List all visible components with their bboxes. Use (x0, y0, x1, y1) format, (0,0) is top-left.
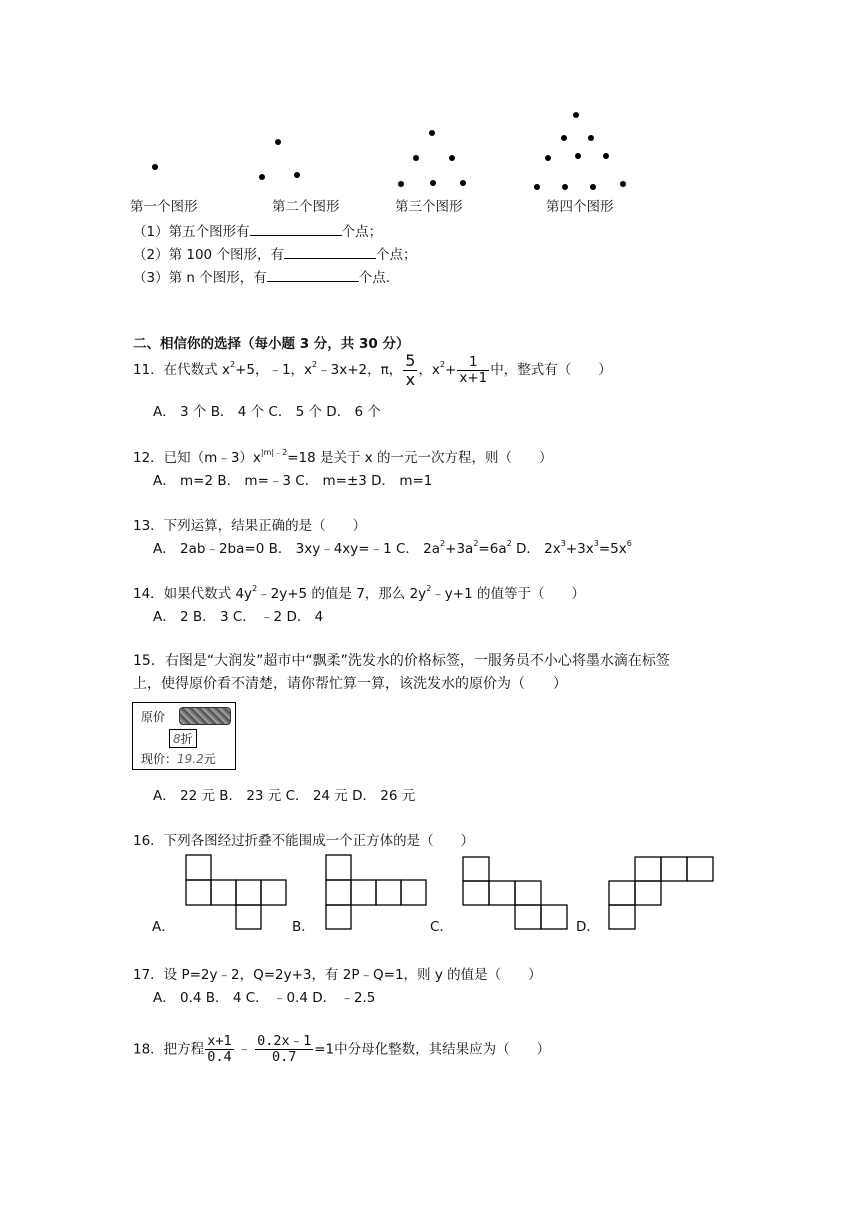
section-title: 二、相信你的选择（每小题 3 分，共 30 分） (133, 336, 410, 352)
dot (275, 139, 281, 145)
fraction: $\frac{1}{x+1}$ (459, 353, 488, 386)
question-17-options: A． 0.4 B． 4 C． ﹣0.4 D． ﹣2.5 (153, 990, 376, 1006)
fraction: $\frac{x+1}{0.4}$ (207, 1033, 232, 1065)
tag-current-price: 现价：19.2元 (141, 752, 216, 766)
dot (590, 184, 596, 190)
net-label-b: B． (292, 919, 315, 935)
price-tag (132, 702, 236, 770)
dot (460, 180, 466, 186)
figure-label-1: 第一个图形 (130, 199, 198, 215)
question-14: 14．如果代数式 $4y^2﹣2y+5$ 的值是 7，那么 $2y^2﹣y+1$ 的值等于（ ） (133, 584, 585, 602)
dot (413, 155, 419, 161)
question-18: 18．把方程 $\frac{x+1}{0.4}$ ﹣ $\frac{0.2x﹣1}{0.7}$ =1中分母化整数，其结果应为（ ） (133, 1033, 551, 1065)
dot (603, 153, 609, 159)
cube-net-c (462, 856, 570, 930)
question-11: 11．在代数式 $x^2+5$，﹣1，$x^2﹣3x+2$，π， $\frac{5}{x}$ ，$x^2+$ $\frac{1}{x+1}$ 中，整式有（ ） (133, 351, 612, 389)
dot (259, 174, 265, 180)
question-14-options: A． 2 B． 3 C． ﹣2 D． 4 (153, 609, 324, 625)
pattern-question-2: （2）第 100 个图形，有 个点； (133, 247, 417, 263)
net-label-d: D． (576, 919, 600, 935)
dot (575, 153, 581, 159)
discount-label: 8折 (169, 729, 197, 748)
cube-net-a (185, 854, 295, 930)
dot (588, 135, 594, 141)
dot (398, 181, 404, 187)
answer-blank[interactable] (267, 268, 359, 282)
dot (449, 155, 455, 161)
dot (562, 184, 568, 190)
question-11-options: A． 3 个 B． 4 个 C． 5 个 D． 6 个 (153, 404, 381, 420)
dot (429, 130, 435, 136)
fraction: $\frac{5}{x}$ (405, 351, 416, 389)
question-13-options: A． 2ab﹣2ba=0 B． 3xy﹣4xy=﹣1 C． $2a^2+3a^2=6a^2$ D． $2x^3+3x^3=5x^6$ (153, 539, 632, 557)
net-label-c: C． (430, 919, 453, 935)
dot (620, 181, 626, 187)
dot (545, 155, 551, 161)
cube-net-b (325, 854, 427, 930)
question-15-line-2: 上，使得原价看不清楚，请你帮忙算一算，该洗发水的原价为（ ） (133, 676, 567, 692)
tag-original-label: 原价 (141, 710, 166, 724)
pattern-question-3: （3）第 n 个图形，有 个点. (133, 270, 391, 286)
dot (534, 184, 540, 190)
figure-label-4: 第四个图形 (546, 199, 614, 215)
question-13: 13．下列运算，结果正确的是（ ） (133, 518, 367, 534)
ink-blot (179, 707, 231, 725)
dot (152, 164, 158, 170)
fraction: $\frac{0.2x﹣1}{0.7}$ (257, 1033, 312, 1065)
question-17: 17．设 P=2y﹣2，Q=2y+3，有 2P﹣Q=1，则 y 的值是（ ） (133, 967, 542, 983)
dot (573, 112, 579, 118)
question-15-options: A． 22 元 B． 23 元 C． 24 元 D． 26 元 (153, 788, 416, 804)
answer-blank[interactable] (284, 245, 376, 259)
dot (430, 180, 436, 186)
question-15-line-1: 15．右图是“大润发”超市中“飘柔”洗发水的价格标签，一服务员不小心将墨水滴在标签 (133, 653, 670, 669)
answer-blank[interactable] (250, 222, 342, 236)
figure-label-2: 第二个图形 (272, 199, 340, 215)
net-label-a: A． (152, 919, 175, 935)
cube-net-d (608, 856, 716, 930)
dot (294, 172, 300, 178)
question-12: 12．已知$(m﹣3)x^{|m|﹣2}=18$ 是关于 x 的一元一次方程，则（ ） (133, 448, 553, 466)
question-16: 16．下列各图经过折叠不能围成一个正方体的是（ ） (133, 833, 475, 849)
pattern-question-1: （1）第五个图形有 个点； (133, 224, 383, 240)
question-12-options: A． m=2 B． m=﹣3 C． m=±3 D． m=1 (153, 473, 433, 489)
dot (561, 135, 567, 141)
figure-label-3: 第三个图形 (395, 199, 463, 215)
